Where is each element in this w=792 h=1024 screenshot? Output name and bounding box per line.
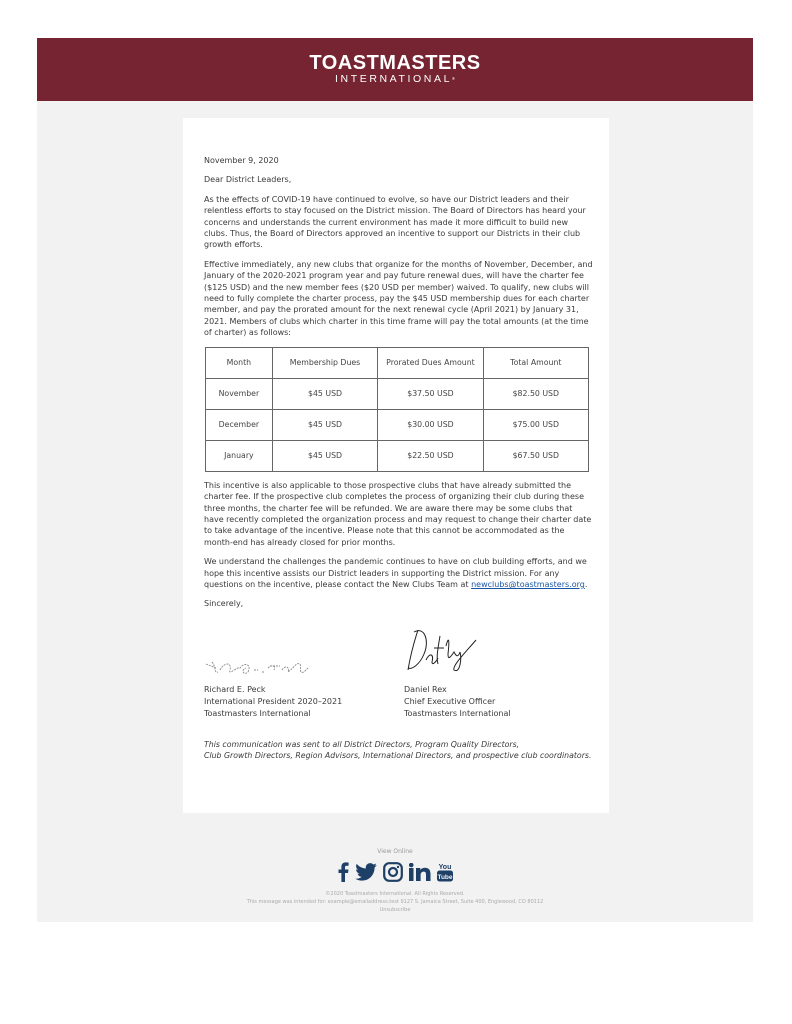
- header-membership-dues: Membership Dues: [272, 347, 378, 378]
- table-header-row: [206, 347, 589, 378]
- distribution-note-line-1: This communication was sent to all District Directors, Program Quality Directors,: [204, 739, 520, 749]
- table-row: [206, 378, 589, 409]
- table-row: [206, 409, 589, 440]
- paragraph-4-text: We understand the challenges the pandemic continues to have on club building efforts, and we hope this incentive assists our District leaders in supporting the District mission. For any questions on the incentive, please contact the New Clubs Team at: [204, 557, 587, 589]
- signatory-ceo: [404, 618, 594, 720]
- cell-prorated: $22.50 USD: [378, 440, 483, 471]
- copyright-text: ©2020 Toastmasters International. All Rights Reserved.: [325, 891, 465, 897]
- header-prorated-dues: Prorated Dues Amount: [378, 347, 483, 378]
- cell-total: $67.50 USD: [483, 440, 588, 471]
- header-month: Month: [206, 347, 273, 378]
- signatory-title: International President 2020–2021: [204, 696, 343, 706]
- signatory-org: Toastmasters International: [204, 708, 311, 718]
- email-frame: [37, 38, 753, 922]
- cell-prorated: $30.00 USD: [378, 409, 483, 440]
- letter-date: November 9, 2020: [204, 156, 279, 165]
- signatory-org: Toastmasters International: [404, 708, 511, 718]
- logo-main: TOASTMASTERS: [309, 52, 481, 74]
- table-row: [206, 440, 589, 471]
- signatory-title: Chief Executive Officer: [404, 696, 496, 706]
- youtube-icon[interactable]: [437, 862, 453, 886]
- signatory-name: Daniel Rex: [404, 684, 447, 694]
- signatory-name: Richard E. Peck: [204, 684, 266, 694]
- cell-month: January: [206, 440, 273, 471]
- unsubscribe-link[interactable]: Unsubscribe: [379, 907, 411, 913]
- footer: [37, 838, 753, 914]
- letter-content: [204, 155, 594, 762]
- paragraph-2: Effective immediately, any new clubs that organize for the months of November, December, and January of the 2020-2021 program year and pay future renewal dues, will have the charter fee ($125 USD) and the new member fees ($20 USD per member) waived. To qualify, new clubs will need to fully complete the charter process, pay the $45 USD membership dues for each charter member, and pay the prorated amount for the next renewal cycle (April 2021) by January 31, 2021. Members of clubs which charter in this time frame will pay the total amounts (at the time of charter) as follows:: [204, 259, 593, 338]
- legal-text: [37, 890, 753, 914]
- linkedin-icon[interactable]: [409, 863, 431, 885]
- social-links: [37, 863, 753, 885]
- email-link[interactable]: newclubs@toastmasters.org: [471, 579, 585, 589]
- header-total-amount: Total Amount: [483, 347, 588, 378]
- cell-dues: $45 USD: [272, 440, 378, 471]
- signature-rex: [404, 618, 594, 684]
- cell-month: November: [206, 378, 273, 409]
- distribution-note: [204, 739, 594, 762]
- twitter-icon[interactable]: [355, 863, 377, 885]
- signature-peck: [204, 618, 394, 684]
- logo-sub: [37, 73, 753, 85]
- signatures: [204, 618, 594, 736]
- svg-text:You: You: [438, 864, 452, 871]
- instagram-icon[interactable]: [383, 862, 403, 886]
- signatory-president: [204, 618, 394, 720]
- paragraph-4-end: .: [584, 579, 588, 589]
- cell-month: December: [206, 409, 273, 440]
- cell-total: $82.50 USD: [483, 378, 588, 409]
- paragraph-3: This incentive is also applicable to those prospective clubs that have already submitted the charter fee. If the prospective club completes the process of organizing their club during these three months, the charter fee will be refunded. We are aware there may be some clubs that have recently completed the organization process and may request to change their charter date to take advantage of the incentive. Please note that this cannot be accommodated as the month-end has already closed for prior months.: [204, 480, 592, 547]
- cell-prorated: $37.50 USD: [378, 378, 483, 409]
- registered-mark: ®: [452, 76, 455, 81]
- facebook-icon[interactable]: [337, 862, 349, 886]
- logo-sub-text: INTERNATIONAL: [335, 73, 453, 85]
- paragraph-1: As the effects of COVID-19 have continued to evolve, so have our District leaders and their relentless efforts to stay focused on the District mission. The Board of Directors has heard your concerns and understands the current environment has made it more difficult to build new clubs. Thus, the Board of Directors approved an incentive to support our Districts in their club growth efforts.: [204, 194, 586, 250]
- cell-dues: $45 USD: [272, 378, 378, 409]
- paragraph-4: [204, 556, 594, 590]
- intended-for-text: This message was intended for: example@emailaddress.test 9127 S. Jamaica Street, Suite 400, Englewood, CO 80112: [246, 899, 544, 905]
- cell-dues: $45 USD: [272, 409, 378, 440]
- view-online-link[interactable]: View Online: [377, 848, 413, 855]
- letter-card: [183, 118, 609, 813]
- salutation: Dear District Leaders,: [204, 175, 292, 185]
- svg-text:Tube: Tube: [437, 874, 453, 881]
- fees-table: [205, 347, 589, 472]
- distribution-note-line-2: Club Growth Directors, Region Advisors, International Directors, and prospective club coordinators.: [204, 751, 592, 761]
- cell-total: $75.00 USD: [483, 409, 588, 440]
- header-banner: [37, 38, 753, 101]
- closing: Sincerely,: [204, 599, 244, 609]
